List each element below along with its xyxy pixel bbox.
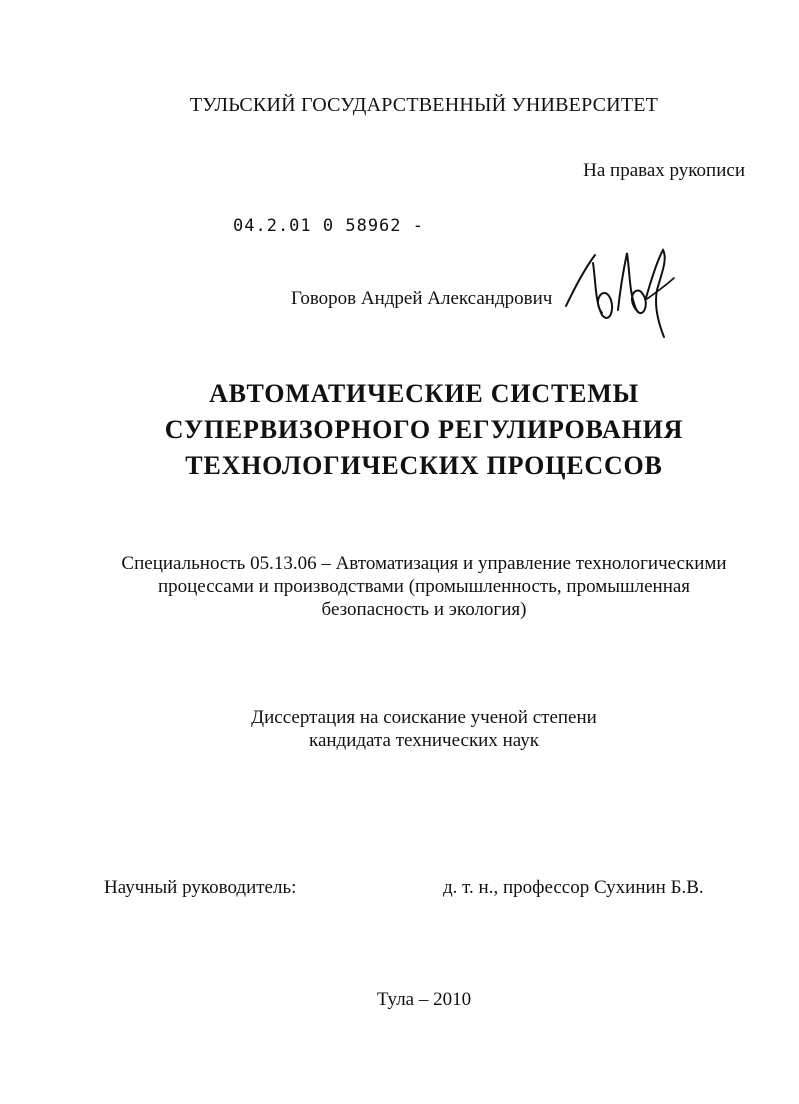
degree-line: кандидата технических наук [309, 730, 539, 751]
degree-description [0, 706, 799, 752]
supervisor-label: Научный руководитель: [104, 877, 297, 898]
title-line: АВТОМАТИЧЕСКИЕ СИСТЕМЫ [209, 379, 639, 408]
author-name: Говоров Андрей Александрович [291, 288, 553, 309]
university-name: ТУЛЬСКИЙ ГОСУДАРСТВЕННЫЙ УНИВЕРСИТЕТ [189, 94, 659, 116]
registry-number: 04.2.01 0 58962 - [233, 216, 424, 236]
specialty-line: процессами и производствами (промышленность, промышленная [157, 576, 691, 597]
specialty-line: Специальность 05.13.06 – Автоматизация и управление технологическими [121, 553, 727, 574]
rights-note: На правах рукописи [583, 160, 745, 181]
title-line: СУПЕРВИЗОРНОГО РЕГУЛИРОВАНИЯ [164, 415, 684, 444]
title-line: ТЕХНОЛОГИЧЕСКИХ ПРОЦЕССОВ [185, 451, 663, 480]
handwritten-signature [560, 243, 680, 339]
city-year: Тула – 2010 [376, 989, 472, 1010]
degree-line: Диссертация на соискание ученой степени [251, 707, 597, 728]
specialty-line: безопасность и экология) [321, 599, 527, 620]
specialty-description [0, 552, 799, 621]
dissertation-title [0, 376, 799, 484]
supervisor-name: д. т. н., профессор Сухинин Б.В. [443, 877, 704, 898]
